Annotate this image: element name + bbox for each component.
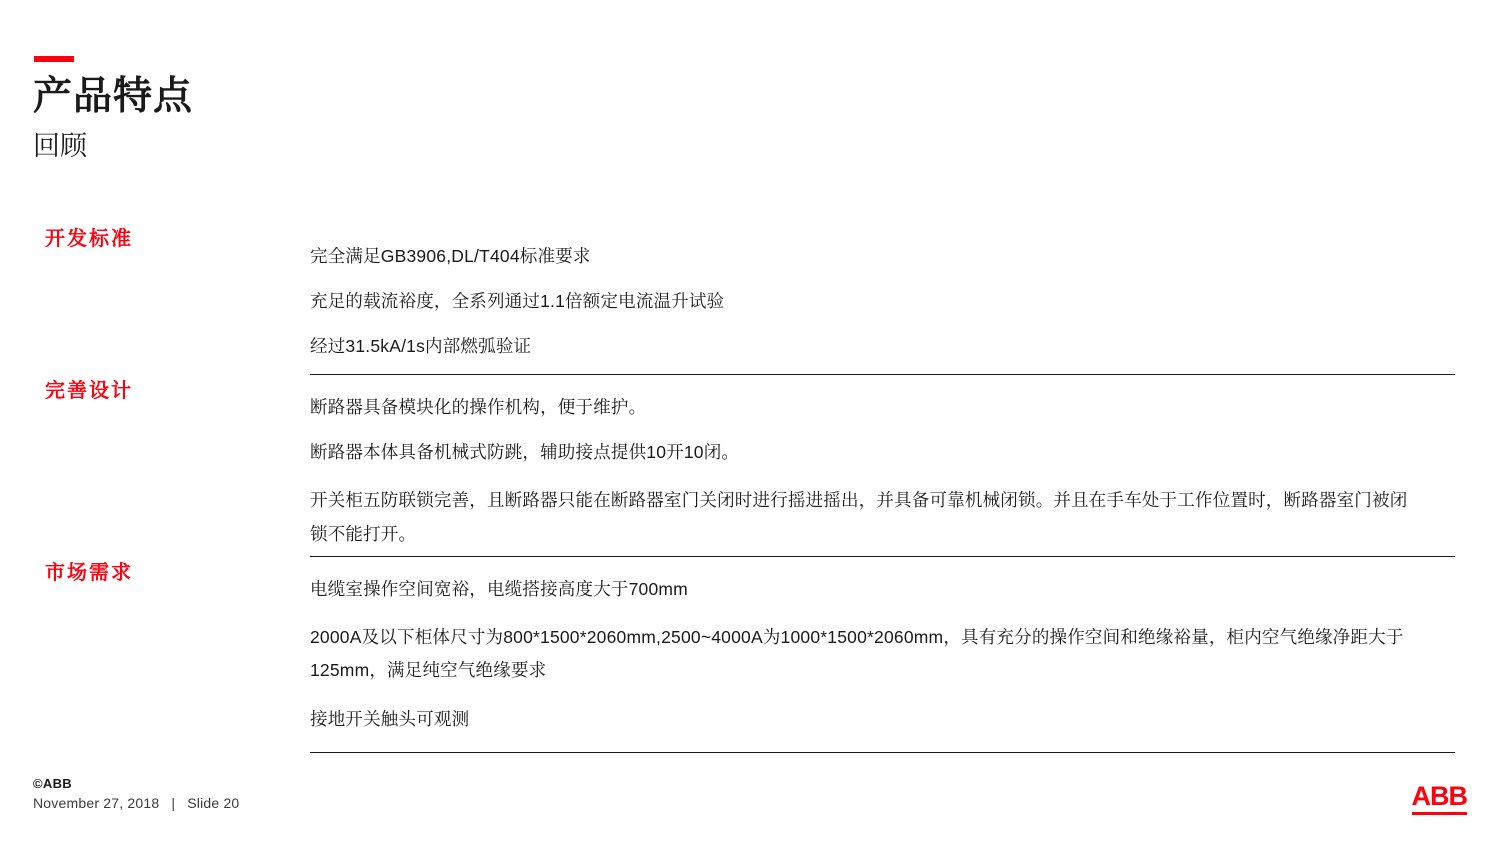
bullet-item: 开关柜五防联锁完善，且断路器只能在断路器室门关闭时进行摇进摇出，并具备可靠机械闭锁。并且在手车处于工作位置时，断路器室门被闭锁不能打开。 bbox=[310, 490, 1408, 544]
footer-copyright: ©ABB bbox=[33, 776, 72, 791]
content-bottom-divider bbox=[310, 752, 1455, 753]
page-subtitle: 回顾 bbox=[33, 131, 87, 161]
bullet-item: 2000A及以下柜体尺寸为800*1500*2060mm,2500~4000A为1000*1500*2060mm，具有充分的操作空间和绝缘裕量，柜内空气绝缘净距大于125mm，满足纯空气绝缘要求 bbox=[310, 627, 1404, 681]
bullet-item: 接地开关触头可观测 bbox=[310, 708, 470, 729]
bullet-item: 断路器本体具备机械式防跳，辅助接点提供10开10闭。 bbox=[310, 442, 740, 463]
page-title: 产品特点 bbox=[33, 75, 194, 118]
title-accent-dash bbox=[34, 56, 74, 62]
section-body bbox=[310, 556, 1455, 742]
bullet-item: 充足的载流裕度，全系列通过1.1倍额定电流温升试验 bbox=[310, 291, 725, 312]
footer-date: November 27, 2018 bbox=[33, 795, 160, 811]
section-row bbox=[0, 556, 1500, 766]
footer-slide-number: Slide 20 bbox=[187, 795, 240, 811]
footer-separator: | bbox=[171, 795, 176, 811]
content-table bbox=[0, 222, 1500, 766]
section-body bbox=[310, 374, 1455, 560]
bullet-item: 断路器具备模块化的操作机构，便于维护。 bbox=[310, 397, 647, 417]
bullet-item: 完全满足GB3906,DL/T404标准要求 bbox=[310, 246, 591, 266]
bullet-item: 经过31.5kA/1s内部燃弧验证 bbox=[310, 336, 532, 357]
abb-logo-bar bbox=[1412, 812, 1468, 815]
section-label: 市场需求 bbox=[45, 562, 133, 584]
bullet-item: 电缆室操作空间宽裕，电缆搭接高度大于700mm bbox=[310, 579, 688, 599]
abb-logo bbox=[1412, 783, 1468, 815]
footer-meta bbox=[33, 795, 239, 811]
section-body bbox=[310, 222, 1455, 369]
section-row bbox=[0, 222, 1500, 374]
section-row bbox=[0, 374, 1500, 556]
section-label: 完善设计 bbox=[45, 380, 133, 402]
section-label: 开发标准 bbox=[45, 228, 133, 250]
abb-logo-text: ABB bbox=[1411, 781, 1467, 811]
